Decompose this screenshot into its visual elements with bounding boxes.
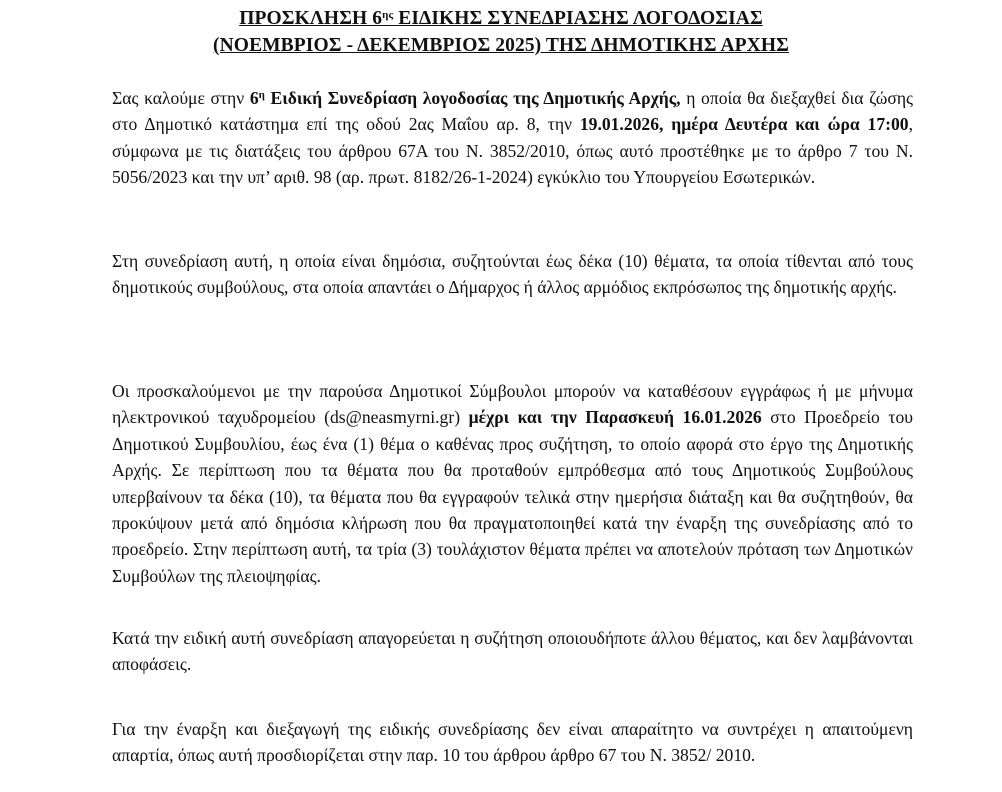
p3-text-a: Οι προσκαλούμενοι με την παρούσα Δημοτικοί Σύμβουλοι μπορούν να καταθέσουν εγγράφως ή με μήνυμα ηλεκτρονικού ταχυδρομείου (ds@neasmyrni.gr) [112,381,913,428]
paragraph-topics: Στη συνεδρίαση αυτή, η οποία είναι δημόσια, συζητούνται έως δέκα (10) θέματα, τα οποία τίθενται από τους δημοτικούς συμβούλους, στα οποία απαντάει ο Δήμαρχος ή άλλος αρμόδιος εκπρόσωπος της δημοτικής αρχής. [112,251,913,298]
paragraph-quorum: Για την έναρξη και διεξαγωγή της ειδικής συνεδρίασης δεν είναι απαραίτητο να συντρέχει η απαιτούμενη απαρτία, όπως αυτή προσδιορίζεται στην παρ. 10 του άρθρου άρθρο 67 του Ν. 3852/ 2010. [112,719,913,766]
p1-text-d: η οποία θα διεξαχθεί δια ζώσης στο Δημοτικό κατάστημα επί της οδού 2ας Μαΐου αρ. 8, την [112,88,913,135]
p1-text-a: Σας καλούμε στην [112,88,250,108]
paragraph-submission [112,378,913,589]
p1-session-name: Ειδική Συνεδρίαση λογοδοσίας της Δημοτικής Αρχής, [264,88,681,108]
p3-text-c: στο Προεδρείο του Δημοτικού Συμβουλίου, έως ένα (1) θέμα ο καθένας προς συζήτηση, το οποίο αφορά στο έργο της Δημοτικής Αρχής. Σε περίπτωση που τα θέματα που θα προταθούν εμπρόθεσμα από τους Δημοτικούς Συμβούλους υπερβαίνουν τα δέκα (10), τα θέματα που θα εγγραφούν τελικά στην ημερήσια διάταξη και θα συζητηθούν, θα προκύψουν μετά από δημόσια κλήρωση που θα πραγματοποιηθεί κατά την έναρξη της συνεδρίασης από το προεδρείο. Στην περίπτωση αυτή, τα τρία (3) τουλάχιστον θέματα πρέπει να αποτελούν πρόταση των Δημοτικών Συμβούλων της πλειοψηφίας. [112,407,913,586]
title-superscript: ης [382,9,394,21]
paragraph-restrictions: Κατά την ειδική αυτή συνεδρίαση απαγορεύεται η συζήτηση οποιουδήποτε άλλου θέματος, και δεν λαμβάνονται αποφάσεις. [112,628,913,675]
p1-session-number: 6 [249,88,259,108]
p1-date-time: 19.01.2026, ημέρα Δευτέρα και ώρα 17:00 [579,114,909,135]
p3-deadline: μέχρι και την Παρασκευή 16.01.2026 [468,407,762,428]
p1-superscript: η [258,89,265,101]
title-text-b: ΕΙΔΙΚΗΣ ΣΥΝΕΔΡΙΑΣΗΣ ΛΟΓΟΔΟΣΙΑΣ [393,8,763,29]
title-text-a: ΠΡΟΣΚΛΗΣΗ 6 [239,8,383,29]
p1-text-f: , σύμφωνα με τις διατάξεις του άρθρου 67Α του Ν. 3852/2010, όπως αυτό προστέθηκε με το άρθρο 7 του Ν. 5056/2023 και την υπ’ αριθ. 98 (αρ. πρωτ. 8182/26-1-2024) εγκύκλιο του Υπουργείου Εσωτερικών. [112,114,913,188]
document-title-line-1 [0,6,1002,32]
paragraph-invitation [112,85,913,191]
document-title-line-2: (ΝΟΕΜΒΡΙΟΣ - ΔΕΚΕΜΒΡΙΟΣ 2025) ΤΗΣ ΔΗΜΟΤΙΚΗΣ ΑΡΧΗΣ [213,35,789,56]
